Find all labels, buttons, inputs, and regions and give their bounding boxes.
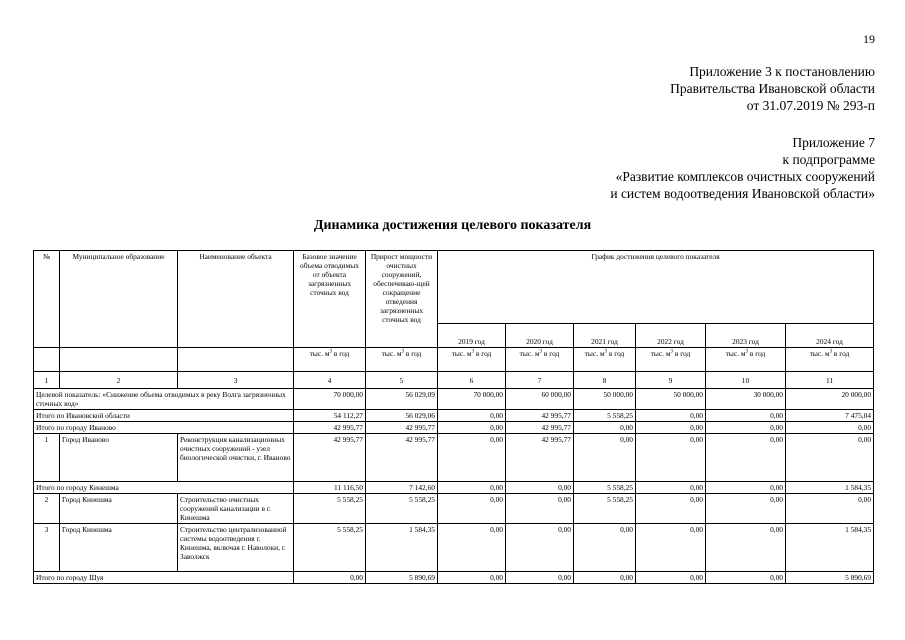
kineshma-total-value: 5 558,25 [574,482,636,494]
column-numbers-row [34,372,874,389]
units-empty [34,348,60,372]
region-total-row [34,410,874,422]
unit-cell: тыс. $м^3$ в год [574,348,636,372]
col-number: 1 [34,372,60,389]
header-base-value: Базовое значение объема отводимых от объекта загрязненных сточных вод [294,251,366,348]
ivanovo-total-value: 42 995,77 [294,422,366,434]
target-value: 56 029,09 [366,389,438,410]
kineshma-total-value: 0,00 [506,482,574,494]
kineshma-total-value: 11 116,50 [294,482,366,494]
row-value: 0,00 [706,434,786,482]
ivanovo-total-value: 0,00 [574,422,636,434]
ivanovo-total-value: 42 995,77 [366,422,438,434]
shuya-total-row [34,572,874,584]
ivanovo-total-value: 0,00 [786,422,874,434]
unit-cell: тыс. $м^3$ в год [636,348,706,372]
ivanovo-total-value: 0,00 [636,422,706,434]
units-empty [60,348,178,372]
header-year-2021: 2021 год [574,324,636,348]
row-value: 0,00 [706,524,786,572]
target-value: 50 000,00 [636,389,706,410]
col-number: 9 [636,372,706,389]
header-capacity-gain: Прирост мощности очистных сооружений, обеспечиваю-щей сокращение отведения загрязненных сточных вод [366,251,438,348]
ivanovo-total-value: 42 995,77 [506,422,574,434]
region-total-value: 5 558,25 [574,410,636,422]
appendix-main-line-2: Правительства Ивановской области [670,81,875,96]
row-value: 0,00 [438,434,506,482]
kineshma-total-label: Итого по городу Кинешма [34,482,294,494]
header-row [34,251,874,324]
row-value: 5 558,25 [294,494,366,524]
row-value: 5 558,25 [574,494,636,524]
header-year-2024: 2024 год [786,324,874,348]
target-label: Целевой показатель: «Снижение объема отводимых в реку Волга загрязненных сточных вод» [34,389,294,410]
region-total-value: 7 475,04 [786,410,874,422]
shuya-total-value: 0,00 [706,572,786,584]
col-number: 6 [438,372,506,389]
row-value: 0,00 [506,524,574,572]
row-value: 0,00 [786,494,874,524]
row-value: 0,00 [574,434,636,482]
region-total-label: Итого по Ивановской области [34,410,294,422]
kineshma-total-value: 0,00 [438,482,506,494]
units-row [34,348,874,372]
table-row [34,494,874,524]
kineshma-total-value: 1 584,35 [786,482,874,494]
target-value: 50 000,00 [574,389,636,410]
row-value: 42 995,77 [294,434,366,482]
kineshma-total-value: 0,00 [706,482,786,494]
row-value: 0,00 [706,494,786,524]
row-value: 0,00 [438,524,506,572]
target-value: 60 000,00 [506,389,574,410]
row-value: 42 995,77 [506,434,574,482]
row-municipality: Город Иваново [60,434,178,482]
row-object: Строительство очистных сооружений канализации в г. Кинешма [178,494,294,524]
row-value: 0,00 [574,524,636,572]
row-value: 1 584,35 [366,524,438,572]
row-value: 1 584,35 [786,524,874,572]
target-value: 30 000,00 [706,389,786,410]
page-number: 19 [863,32,875,46]
header-schedule: График достижения целевого показателя [438,251,874,324]
appendix-sub-line-2: к подпрограмме [782,152,875,167]
col-number: 7 [506,372,574,389]
header-year-2022: 2022 год [636,324,706,348]
row-number: 2 [34,494,60,524]
header-object-name: Наименование объекта [178,251,294,348]
row-value: 0,00 [786,434,874,482]
row-municipality: Город Кинешма [60,524,178,572]
region-total-value: 56 029,06 [366,410,438,422]
header-year-2019: 2019 год [438,324,506,348]
header-year-2020: 2020 год [506,324,574,348]
appendix-sub-line-4: и систем водоотведения Ивановской области» [610,186,875,201]
row-value: 5 558,25 [366,494,438,524]
target-row [34,389,874,410]
col-number: 4 [294,372,366,389]
row-value: 0,00 [506,494,574,524]
row-value: 0,00 [438,494,506,524]
col-number: 2 [60,372,178,389]
shuya-total-value: 5 890,69 [786,572,874,584]
region-total-value: 0,00 [438,410,506,422]
region-total-value: 54 112,27 [294,410,366,422]
col-number: 3 [178,372,294,389]
appendix-sub-line-1: Приложение 7 [792,135,875,150]
appendix-sub-header [610,134,875,202]
kineshma-total-value: 0,00 [636,482,706,494]
table-row [34,524,874,572]
region-total-value: 0,00 [636,410,706,422]
row-value: 42 995,77 [366,434,438,482]
target-value: 20 000,00 [786,389,874,410]
units-empty [178,348,294,372]
unit-cell: тыс. $м^3$ в год [506,348,574,372]
col-number: 8 [574,372,636,389]
shuya-total-value: 5 890,69 [366,572,438,584]
target-indicator-table [33,250,874,584]
kineshma-total-value: 7 142,60 [366,482,438,494]
row-number: 3 [34,524,60,572]
region-total-value: 42 995,77 [506,410,574,422]
ivanovo-total-label: Итого по городу Иваново [34,422,294,434]
region-total-value: 0,00 [706,410,786,422]
row-value: 5 558,25 [294,524,366,572]
row-object: Реконструкция канализационных очистных сооружений - узел биологической очистки, г. Иваново [178,434,294,482]
header-num: № [34,251,60,348]
unit-cell: тыс. $м^3$ в год [294,348,366,372]
shuya-total-value: 0,00 [294,572,366,584]
unit-cell: тыс. $м^3$ в год [786,348,874,372]
shuya-total-value: 0,00 [438,572,506,584]
col-number: 11 [786,372,874,389]
shuya-total-value: 0,00 [506,572,574,584]
row-municipality: Город Кинешма [60,494,178,524]
table-row [34,434,874,482]
shuya-total-value: 0,00 [636,572,706,584]
appendix-main-line-1: Приложение 3 к постановлению [689,64,875,79]
row-object: Строительство централизованной системы водоотведения г. Кинешма, включая г. Наволоки, г. Заволжск [178,524,294,572]
row-number: 1 [34,434,60,482]
kineshma-total-row [34,482,874,494]
ivanovo-total-value: 0,00 [706,422,786,434]
col-number: 5 [366,372,438,389]
shuya-total-label: Итого по городу Шуя [34,572,294,584]
shuya-total-value: 0,00 [574,572,636,584]
unit-cell: тыс. $м^3$ в год [706,348,786,372]
header-year-2023: 2023 год [706,324,786,348]
row-value: 0,00 [636,524,706,572]
ivanovo-total-value: 0,00 [438,422,506,434]
document-title: Динамика достижения целевого показателя [313,218,592,233]
appendix-sub-line-3: «Развитие комплексов очистных сооружений [615,169,875,184]
row-value: 0,00 [636,494,706,524]
unit-cell: тыс. $м^3$ в год [366,348,438,372]
target-value: 70 000,00 [294,389,366,410]
appendix-main-header [670,63,875,114]
header-municipality: Муниципальное образование [60,251,178,348]
unit-cell: тыс. $м^3$ в год [438,348,506,372]
col-number: 10 [706,372,786,389]
appendix-main-line-3: от 31.07.2019 № 293-п [746,98,875,113]
ivanovo-total-row [34,422,874,434]
row-value: 0,00 [636,434,706,482]
target-value: 70 000,00 [438,389,506,410]
